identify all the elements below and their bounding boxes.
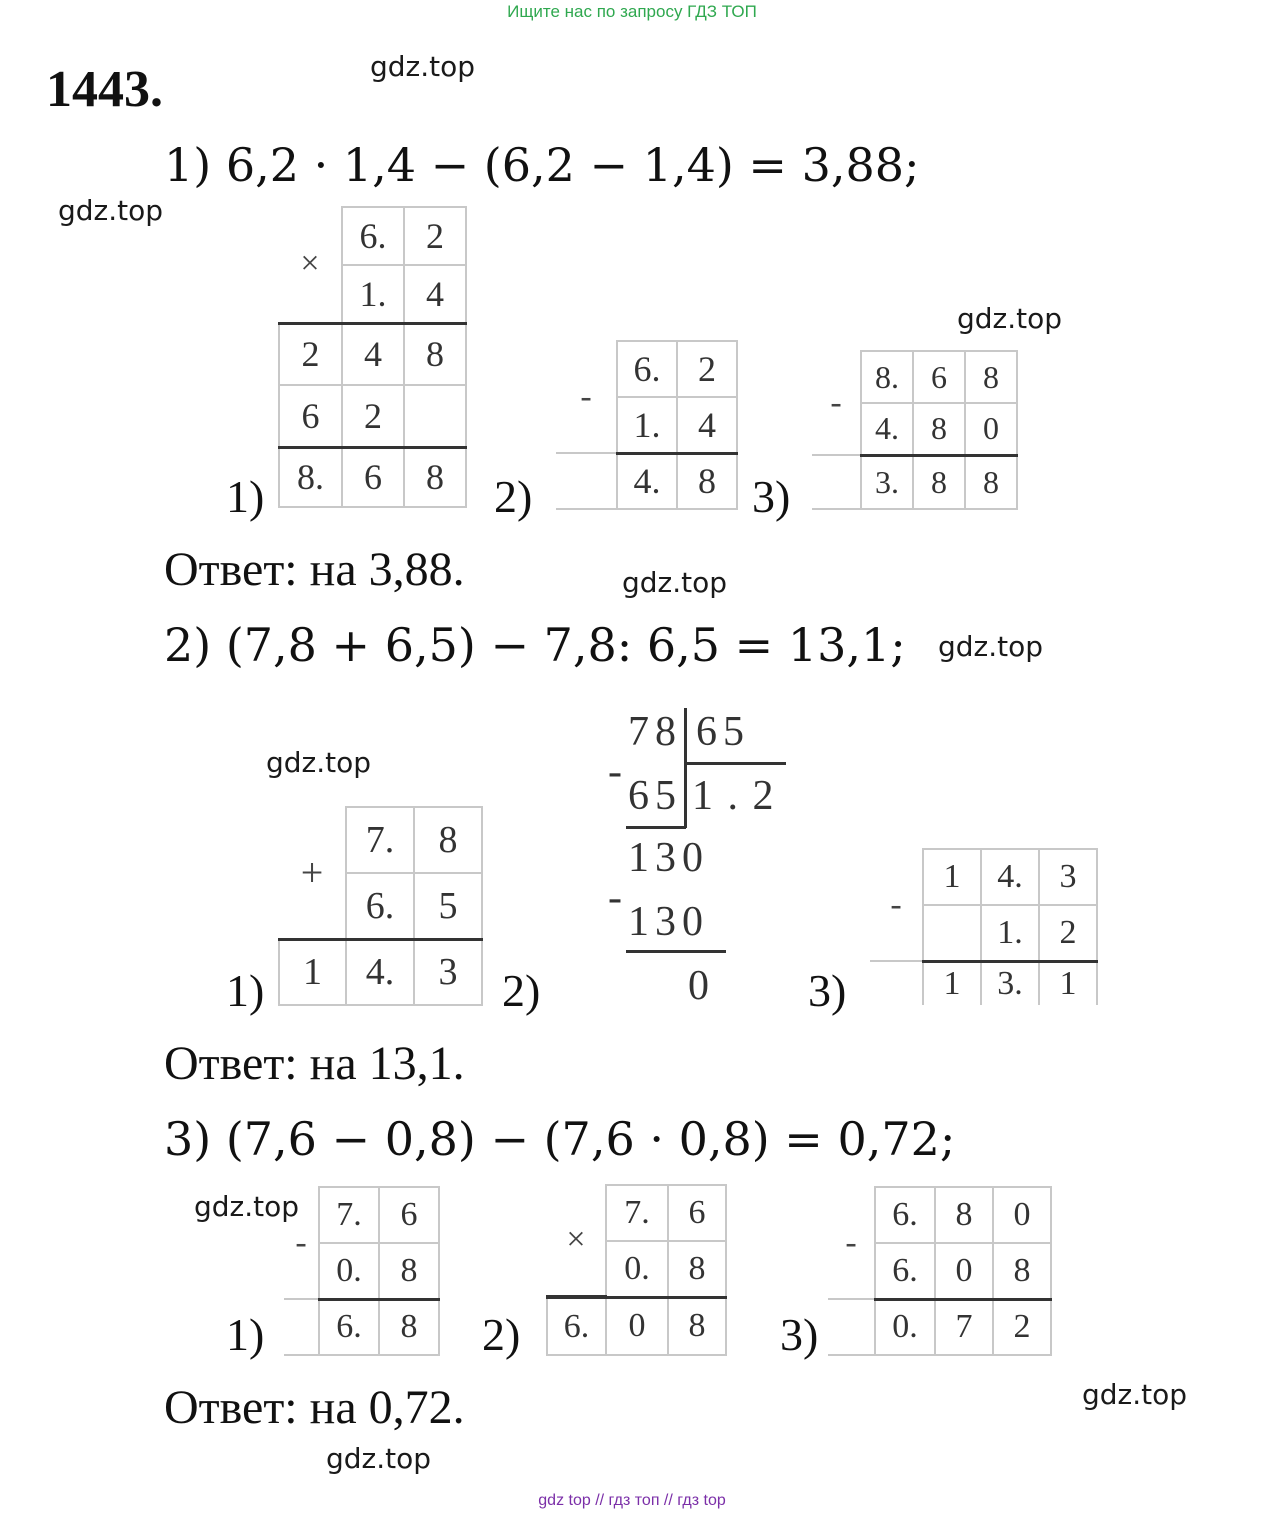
digit: 5: [414, 873, 482, 939]
digit: 8.: [279, 447, 342, 507]
digit: 1: [923, 849, 981, 905]
subtrahend: 130: [628, 899, 709, 945]
minus-sign: -: [284, 1187, 319, 1299]
part1-answer: Ответ: на 3,88.: [164, 543, 465, 596]
step-label: 3): [752, 471, 791, 522]
part3-subtraction-2: [828, 1186, 1052, 1356]
digit: 8: [913, 455, 965, 509]
dividend: 78: [628, 709, 682, 755]
watermark: gdz.top: [58, 194, 164, 227]
digit: 0.: [875, 1299, 935, 1355]
search-banner[interactable]: Ищите нас по запросу ГДЗ ТОП: [507, 2, 757, 21]
digit: 4: [677, 397, 737, 453]
digit: [923, 905, 981, 961]
empty-cell: [870, 961, 923, 1005]
divisor-line: [686, 762, 786, 765]
digit: 4.: [617, 453, 677, 509]
digit: 7.: [319, 1187, 379, 1243]
plus-sign: +: [279, 807, 346, 939]
digit: 4: [404, 265, 466, 323]
digit: 8: [677, 453, 737, 509]
digit: 3: [1039, 849, 1097, 905]
digit: 6: [668, 1185, 726, 1241]
part1-equation: 1) 6,2 · 1,4 − (6,2 − 1,4) = 3,88;: [164, 138, 920, 192]
digit: 6: [342, 447, 404, 507]
footer-links[interactable]: gdz top // гдз топ // гдз top: [538, 1492, 726, 1509]
digit: 6.: [319, 1299, 379, 1355]
watermark: gdz.top: [326, 1442, 432, 1475]
digit: 4.: [981, 849, 1039, 905]
digit: 1: [279, 939, 346, 1005]
digit: 2: [404, 207, 466, 265]
digit: 8: [993, 1243, 1051, 1299]
digit: 1.: [342, 265, 404, 323]
part3-answer: Ответ: на 0,72.: [164, 1381, 465, 1434]
watermark: gdz.top: [1082, 1378, 1188, 1411]
minus-sign: -: [608, 875, 628, 921]
digit: [404, 385, 466, 447]
watermark: gdz.top: [957, 302, 1063, 335]
step-label: 3): [780, 1309, 819, 1360]
digit: 4.: [861, 403, 913, 455]
remainder: 130: [628, 835, 709, 881]
step-label: 1): [226, 471, 265, 522]
digit: 3.: [981, 961, 1039, 1005]
watermark: gdz.top: [938, 630, 1044, 663]
multiply-sign: ×: [547, 1185, 606, 1297]
multiply-sign: ×: [279, 207, 342, 323]
digit: 2: [677, 341, 737, 397]
minus-sign: -: [812, 351, 861, 455]
digit: 0: [606, 1297, 668, 1355]
digit: 6: [379, 1187, 439, 1243]
digit: 8: [404, 447, 466, 507]
part2-subtraction: [870, 848, 1098, 1005]
digit: 7.: [606, 1185, 668, 1241]
digit: 2: [342, 385, 404, 447]
digit: 8.: [861, 351, 913, 403]
part1-subtraction-1: [556, 340, 738, 510]
digit: 6.: [346, 873, 414, 939]
digit: [812, 455, 861, 509]
digit: 6.: [617, 341, 677, 397]
minus-sign: -: [870, 849, 923, 961]
digit: [556, 453, 617, 509]
subtract-line: [626, 950, 726, 953]
watermark: gdz.top: [194, 1190, 300, 1223]
digit: 1: [923, 961, 981, 1005]
digit: 2: [993, 1299, 1051, 1355]
digit: 0.: [606, 1241, 668, 1297]
division-bar: [684, 708, 687, 828]
part1-subtraction-2: [812, 350, 1018, 510]
digit: 8: [965, 455, 1017, 509]
divisor: 65: [696, 709, 750, 755]
minus-sign: -: [828, 1187, 875, 1299]
digit: 4: [342, 323, 404, 385]
digit: 6.: [547, 1297, 606, 1355]
digit: 2: [1039, 905, 1097, 961]
quotient: 1 . 2: [692, 773, 776, 819]
digit: 6.: [342, 207, 404, 265]
problem-number: 1443.: [46, 61, 163, 118]
part1-multiplication: [278, 206, 467, 508]
step-label: 3): [808, 965, 847, 1016]
watermark: gdz.top: [622, 566, 728, 599]
empty-cell: [284, 1299, 319, 1355]
part3-equation: 3) (7,6 − 0,8) − (7,6 · 0,8) = 0,72;: [164, 1112, 956, 1166]
digit: 0: [993, 1187, 1051, 1243]
digit: 0: [965, 403, 1017, 455]
digit: 6.: [875, 1243, 935, 1299]
digit: 7.: [346, 807, 414, 873]
digit: 8: [379, 1243, 439, 1299]
digit: 6: [913, 351, 965, 403]
step-label: 2): [494, 471, 533, 522]
step-label: 2): [482, 1309, 521, 1360]
remainder: 0: [688, 963, 715, 1009]
subtract-line: [626, 826, 686, 829]
step-label: 1): [226, 1309, 265, 1360]
digit: 8: [965, 351, 1017, 403]
part2-answer: Ответ: на 13,1.: [164, 1037, 465, 1090]
digit: 2: [279, 323, 342, 385]
digit: 8: [668, 1297, 726, 1355]
digit: 0: [935, 1243, 993, 1299]
digit: 1: [1039, 961, 1097, 1005]
digit: 8: [668, 1241, 726, 1297]
watermark: gdz.top: [266, 746, 372, 779]
digit: 8: [404, 323, 466, 385]
digit: 6: [279, 385, 342, 447]
digit: 7: [935, 1299, 993, 1355]
digit: 1.: [617, 397, 677, 453]
digit: 8: [414, 807, 482, 873]
part2-equation: 2) (7,8 + 6,5) − 7,8: 6,5 = 13,1;: [164, 618, 906, 672]
minus-sign: -: [556, 341, 617, 453]
digit: 3: [414, 939, 482, 1005]
part2-addition: [278, 806, 483, 1006]
digit: 8: [935, 1187, 993, 1243]
digit: 6.: [875, 1187, 935, 1243]
subtrahend: 65: [628, 773, 682, 819]
digit: 8: [379, 1299, 439, 1355]
watermark: gdz.top: [370, 50, 476, 83]
digit: 4.: [346, 939, 414, 1005]
digit: 3.: [861, 455, 913, 509]
empty-cell: [828, 1299, 875, 1355]
digit: 8: [913, 403, 965, 455]
digit: 0.: [319, 1243, 379, 1299]
step-label: 2): [502, 965, 541, 1016]
part3-multiplication: [546, 1184, 727, 1356]
step-label: 1): [226, 965, 265, 1016]
minus-sign: -: [608, 749, 628, 795]
part3-subtraction-1: [284, 1186, 440, 1356]
digit: 1.: [981, 905, 1039, 961]
